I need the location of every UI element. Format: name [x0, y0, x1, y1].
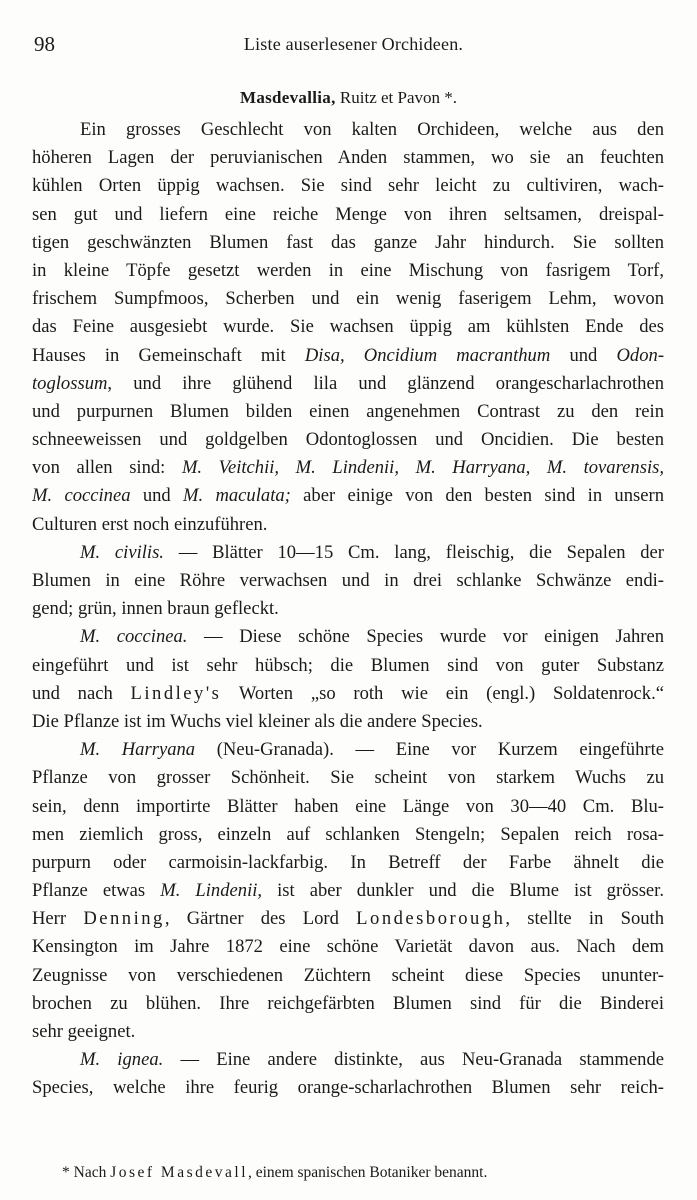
text-line: Die Pflanze ist im Wuchs viel kleiner als die andere Species.: [32, 710, 483, 732]
text-line: [32, 454, 664, 482]
text-line: [32, 736, 664, 764]
text-line: kühlen Orten üppig wachsen. Sie sind sehr leicht zu cultiviren, wach-: [32, 175, 664, 197]
italic-run: M. maculata;: [183, 485, 291, 507]
text-run: — Blätter 10—15 Cm. lang, fleischig, die Sepalen der: [163, 541, 664, 563]
text-line: [32, 342, 664, 370]
text-line: sehr geeignet.: [32, 1021, 136, 1042]
text-line: men ziemlich gross, einzeln auf schlanken Stengeln; Sepalen reich rosa-: [32, 823, 664, 845]
running-title: Liste auserlesener Orchideen.: [243, 34, 464, 54]
text-line: gend; grün, innen braun gefleckt.: [32, 598, 279, 620]
text-line: in kleine Töpfe gesetzt werden in eine Mischung von fasrigem Torf,: [32, 259, 664, 281]
text-run: und nach: [32, 682, 131, 704]
text-run: — Diese schöne Species wurde vor einigen Jahren: [187, 626, 664, 648]
genus-authority: Ruitz et Pavon *.: [335, 88, 458, 107]
species-name: M. ignea.: [80, 1049, 164, 1071]
text-run: , Gärtner des Lord: [164, 908, 357, 930]
text-line: [32, 1046, 664, 1074]
spaced-name: Lindley's: [130, 682, 222, 704]
section-heading: [0, 88, 697, 108]
italic-run: Odon-: [616, 344, 664, 366]
text-line: Pflanze von grosser Schönheit. Sie scheint von starkem Wuchs zu: [32, 767, 664, 789]
text-line: Blumen in eine Röhre verwachsen und in drei schlanke Schwänze endi-: [32, 570, 664, 591]
text-line: sen gut und liefern eine reiche Menge von ihren seltsamen, dreispal-: [32, 203, 664, 225]
italic-run: M. coccinea: [32, 485, 131, 507]
species-name: M. Harryana: [80, 739, 196, 761]
footnote-name: Josef Masdevall: [110, 1164, 248, 1181]
species-name: M. coccinea.: [80, 626, 188, 648]
text-line: Culturen erst noch einzuführen.: [32, 513, 268, 535]
text-run: und: [550, 344, 617, 366]
text-line: höheren Lagen der peruvianischen Anden stammen, wo sie an feuchten: [32, 147, 664, 169]
italic-run: Disa, Oncidium macranthum: [304, 344, 551, 366]
text-line: frischem Sumpfmoos, Scherben und ein wenig faserigem Lehm, wovon: [32, 288, 664, 310]
text-run: Herr: [32, 908, 84, 930]
text-run: aber einige von den besten sind in unsern: [290, 485, 664, 507]
italic-run: M. Lindenii,: [160, 880, 263, 902]
genus-name: Masdevallia,: [239, 88, 336, 107]
text-line: [32, 905, 664, 933]
text-line: [32, 370, 664, 398]
text-line: eingeführt und ist sehr hübsch; die Blumen sind von guter Substanz: [32, 654, 664, 676]
body-text: [32, 116, 664, 1103]
species-name: M. civilis.: [80, 541, 164, 563]
text-line: Zeugnisse von verschiedenen Züchtern scheint diese Species ununter-: [32, 964, 664, 986]
text-line: Ein grosses Geschlecht von kalten Orchideen, welche aus den: [80, 119, 664, 140]
footnote-text: , einem spanischen Botaniker benannt.: [248, 1164, 488, 1181]
page-number: 98: [34, 32, 55, 56]
italic-run: toglossum: [32, 372, 108, 394]
spaced-name: Denning: [83, 908, 165, 930]
text-line: [32, 539, 664, 567]
text-line: [32, 623, 664, 651]
spaced-name: Londesborough: [356, 908, 506, 930]
text-run: Pflanze etwas: [32, 880, 161, 902]
text-run: (Neu-Granada). — Eine vor Kurzem eingeführte: [195, 739, 664, 761]
text-line: brochen zu blühen. Ihre reichgefärbten Blumen sind für die Binderei: [32, 992, 664, 1014]
text-run: , und ihre glühend lila und glänzend orangescharlachrothen: [107, 372, 664, 394]
text-run: Worten „so roth wie ein (engl.) Soldatenrock.“: [221, 682, 664, 704]
text-line: [32, 680, 664, 708]
text-run: , stellte in South: [505, 908, 664, 930]
text-run: von allen sind:: [32, 457, 182, 479]
text-run: ist aber dunkler und die Blume ist grösser.: [262, 880, 664, 902]
text-line: Kensington im Jahre 1872 eine schöne Varietät davon aus. Nach dem: [32, 936, 664, 958]
text-line: Species, welche ihre feurig orange-scharlachrothen Blumen sehr reich-: [32, 1077, 664, 1099]
text-run: — Eine andere distinkte, aus Neu-Granada stammende: [163, 1049, 664, 1071]
footnote-text: * Nach: [62, 1164, 111, 1181]
italic-run: M. Veitchii, M. Lindenii, M. Harryana, M. tovarensis,: [181, 457, 664, 479]
text-run: Hauses in Gemeinschaft mit: [32, 344, 305, 366]
text-line: [32, 482, 664, 510]
text-line: das Feine ausgesiebt wurde. Sie wachsen üppig am kühlsten Ende des: [32, 316, 664, 338]
footnote: [62, 1162, 662, 1184]
text-line: purpurn oder carmoisin-lackfarbig. In Betreff der Farbe ähnelt die: [32, 851, 664, 873]
page-header: [34, 32, 659, 62]
text-line: tigen geschwänzten Blumen fast das ganze Jahr hindurch. Sie sollten: [32, 231, 664, 253]
text-run: und: [130, 485, 184, 507]
text-line: und purpurnen Blumen bilden einen angenehmen Contrast zu den rein: [32, 400, 664, 422]
text-line: schneeweissen und goldgelben Odontoglossen und Oncidien. Die besten: [32, 429, 664, 451]
text-line: sein, denn importirte Blätter haben eine Länge von 30—40 Cm. Blu-: [32, 795, 664, 817]
text-line: [32, 877, 664, 905]
